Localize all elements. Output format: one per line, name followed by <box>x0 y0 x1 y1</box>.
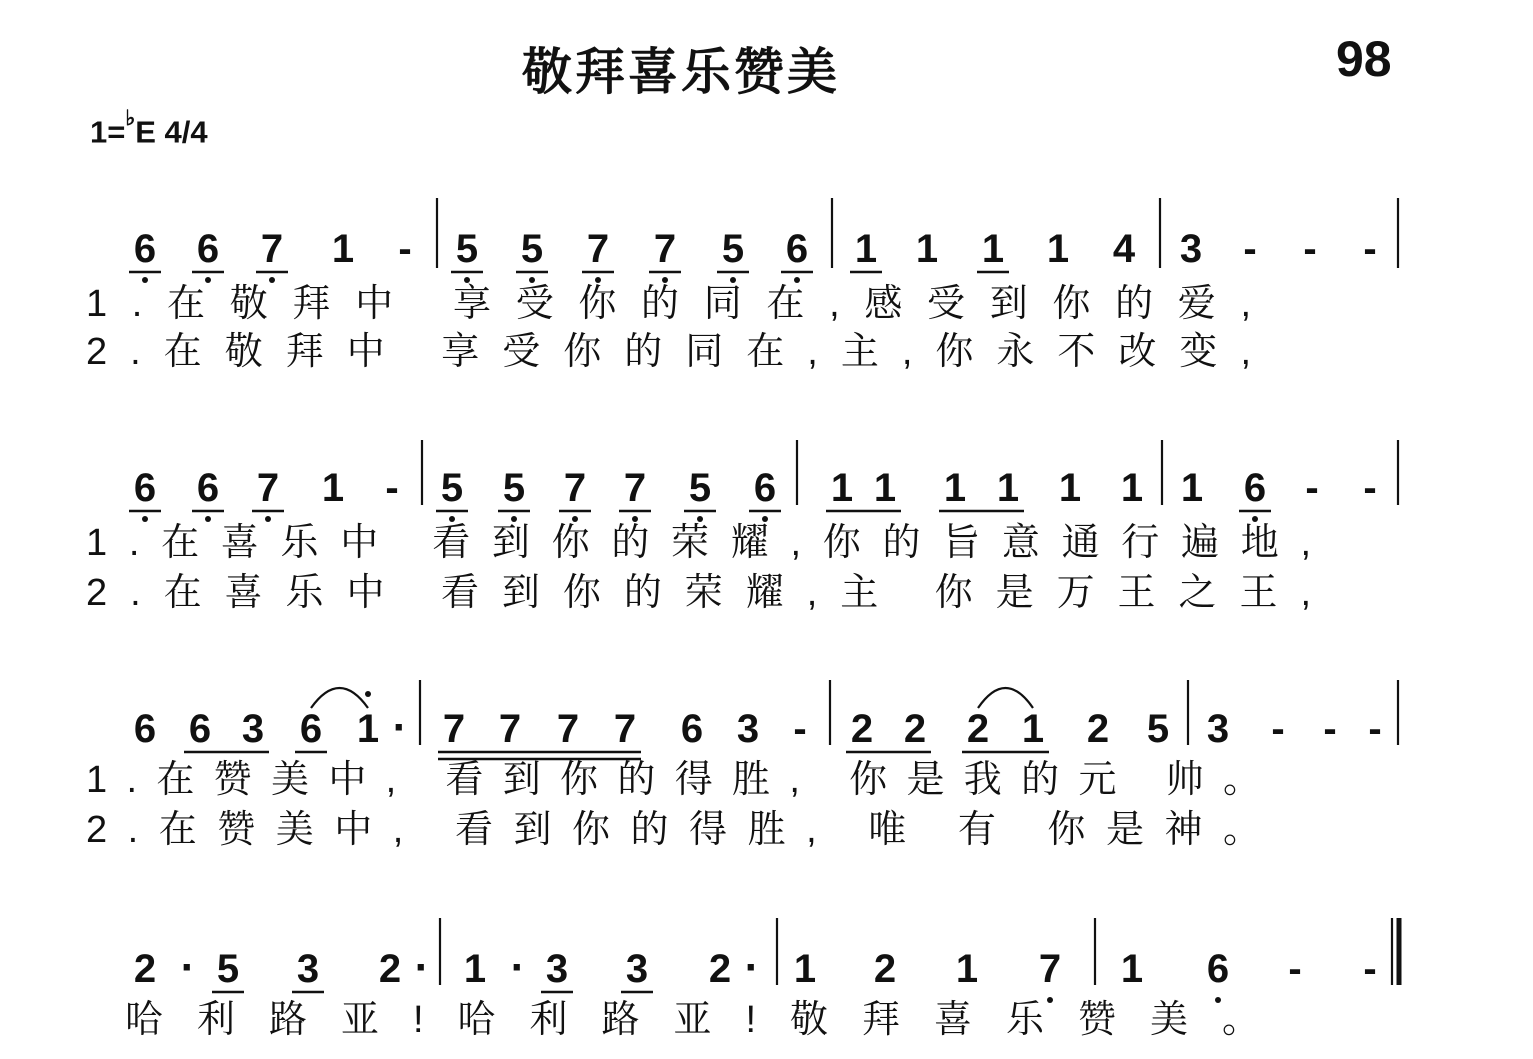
note: 6 <box>680 707 704 751</box>
hold-dash: - <box>1363 466 1377 510</box>
slur <box>978 688 1033 708</box>
note: 2 <box>850 707 874 751</box>
note: 2 <box>378 947 402 991</box>
octave-dot-below <box>142 516 148 522</box>
note: 4 <box>1112 227 1136 271</box>
note: 6 <box>133 227 157 271</box>
octave-dot-below <box>205 516 211 522</box>
note: 3 <box>1179 227 1203 271</box>
note: 6 <box>196 466 220 510</box>
hold-dash: - <box>1363 947 1377 991</box>
note: 1 <box>1058 466 1082 510</box>
note: 6 <box>196 227 220 271</box>
augmentation-dot: · <box>180 943 196 992</box>
note: 1 <box>1021 707 1045 751</box>
note: 7 <box>442 707 466 751</box>
note: 1 <box>830 466 854 510</box>
hold-dash: - <box>1303 227 1317 271</box>
note: 5 <box>721 227 745 271</box>
system-3 <box>86 680 1398 851</box>
note: 5 <box>502 466 526 510</box>
slur <box>311 688 368 708</box>
hold-dash: - <box>1271 707 1285 751</box>
note: 1 <box>915 227 939 271</box>
note: 1 <box>854 227 878 271</box>
octave-dot-below <box>1047 997 1053 1003</box>
note: 6 <box>133 707 157 751</box>
note: 7 <box>556 707 580 751</box>
note: 7 <box>498 707 522 751</box>
note: 6 <box>785 227 809 271</box>
note: 7 <box>256 466 280 510</box>
octave-dot-below <box>142 277 148 283</box>
note: 6 <box>188 707 212 751</box>
note: 3 <box>625 947 649 991</box>
note: 6 <box>299 707 323 751</box>
octave-dot-below <box>1215 997 1221 1003</box>
hold-dash: - <box>398 227 412 271</box>
note: 3 <box>545 947 569 991</box>
song-title: 敬拜喜乐赞美 <box>522 43 840 101</box>
note: 2 <box>1086 707 1110 751</box>
note: 7 <box>260 227 284 271</box>
note: 1 <box>356 707 380 751</box>
hold-dash: - <box>385 466 399 510</box>
note: 5 <box>1146 707 1170 751</box>
note: 7 <box>613 707 637 751</box>
note: 2 <box>133 947 157 991</box>
note: 3 <box>1206 707 1230 751</box>
flat-icon: ♭ <box>125 107 136 130</box>
octave-dot-below <box>265 516 271 522</box>
note: 2 <box>873 947 897 991</box>
note: 1 <box>793 947 817 991</box>
note: 6 <box>1206 947 1230 991</box>
note: 2 <box>966 707 990 751</box>
note: 7 <box>563 466 587 510</box>
note: 1 <box>955 947 979 991</box>
lyric-line-verse-2: 2.在喜乐中 看到你的荣耀,主 你是万王之王, <box>86 572 1312 614</box>
hold-dash: - <box>1363 227 1377 271</box>
note: 6 <box>133 466 157 510</box>
note: 1 <box>321 466 345 510</box>
note: 5 <box>440 466 464 510</box>
note: 1 <box>873 466 897 510</box>
note: 7 <box>1038 947 1062 991</box>
lyric-line-verse-2: 2.在赞美中, 看到你的得胜, 唯 有 你是神。 <box>86 809 1261 851</box>
note: 7 <box>653 227 677 271</box>
note: 6 <box>1243 466 1267 510</box>
hold-dash: - <box>1368 707 1382 751</box>
hold-dash: - <box>793 707 807 751</box>
augmentation-dot: · <box>744 943 760 992</box>
hold-dash: - <box>1305 466 1319 510</box>
note: 2 <box>903 707 927 751</box>
note: 3 <box>241 707 265 751</box>
hold-dash: - <box>1288 947 1302 991</box>
note: 5 <box>520 227 544 271</box>
system-2 <box>86 440 1398 614</box>
octave-dot-below <box>205 277 211 283</box>
lyric-line-verse-1: 哈利路亚!哈利路亚!敬拜喜乐赞美。 <box>125 999 1260 1041</box>
lyric-line-verse-1: 1.在敬拜中 享受你的同在,感受到你的爱, <box>86 283 1251 325</box>
note: 1 <box>1046 227 1070 271</box>
note: 3 <box>736 707 760 751</box>
augmentation-dot: · <box>414 943 430 992</box>
augmentation-dot: · <box>392 703 408 752</box>
augmentation-dot: · <box>510 943 526 992</box>
key-prefix: 1= <box>90 114 126 150</box>
note: 1 <box>943 466 967 510</box>
note: 5 <box>216 947 240 991</box>
note: 6 <box>753 466 777 510</box>
hymn-number: 98 <box>1336 31 1392 87</box>
lyric-line-verse-2: 2.在敬拜中 享受你的同在,主,你永不改变, <box>86 331 1251 373</box>
note: 1 <box>1120 947 1144 991</box>
octave-dot-below <box>269 277 275 283</box>
note: 1 <box>981 227 1005 271</box>
note: 1 <box>996 466 1020 510</box>
key-meter: E 4/4 <box>135 114 208 150</box>
hold-dash: - <box>1243 227 1257 271</box>
note: 7 <box>586 227 610 271</box>
note: 1 <box>331 227 355 271</box>
note: 3 <box>296 947 320 991</box>
lyric-line-verse-1: 1.在赞美中, 看到你的得胜, 你是我的元 帅。 <box>86 759 1261 801</box>
note: 1 <box>1180 466 1204 510</box>
note: 5 <box>455 227 479 271</box>
system-1 <box>86 198 1398 373</box>
note: 7 <box>623 466 647 510</box>
note: 2 <box>708 947 732 991</box>
note: 1 <box>463 947 487 991</box>
octave-dot-above <box>365 691 371 697</box>
note: 5 <box>688 466 712 510</box>
lyric-line-verse-1: 1.在喜乐中 看到你的荣耀,你的旨意通行遍地, <box>86 522 1312 564</box>
hold-dash: - <box>1323 707 1337 751</box>
note: 1 <box>1120 466 1144 510</box>
system-4 <box>125 918 1399 1041</box>
